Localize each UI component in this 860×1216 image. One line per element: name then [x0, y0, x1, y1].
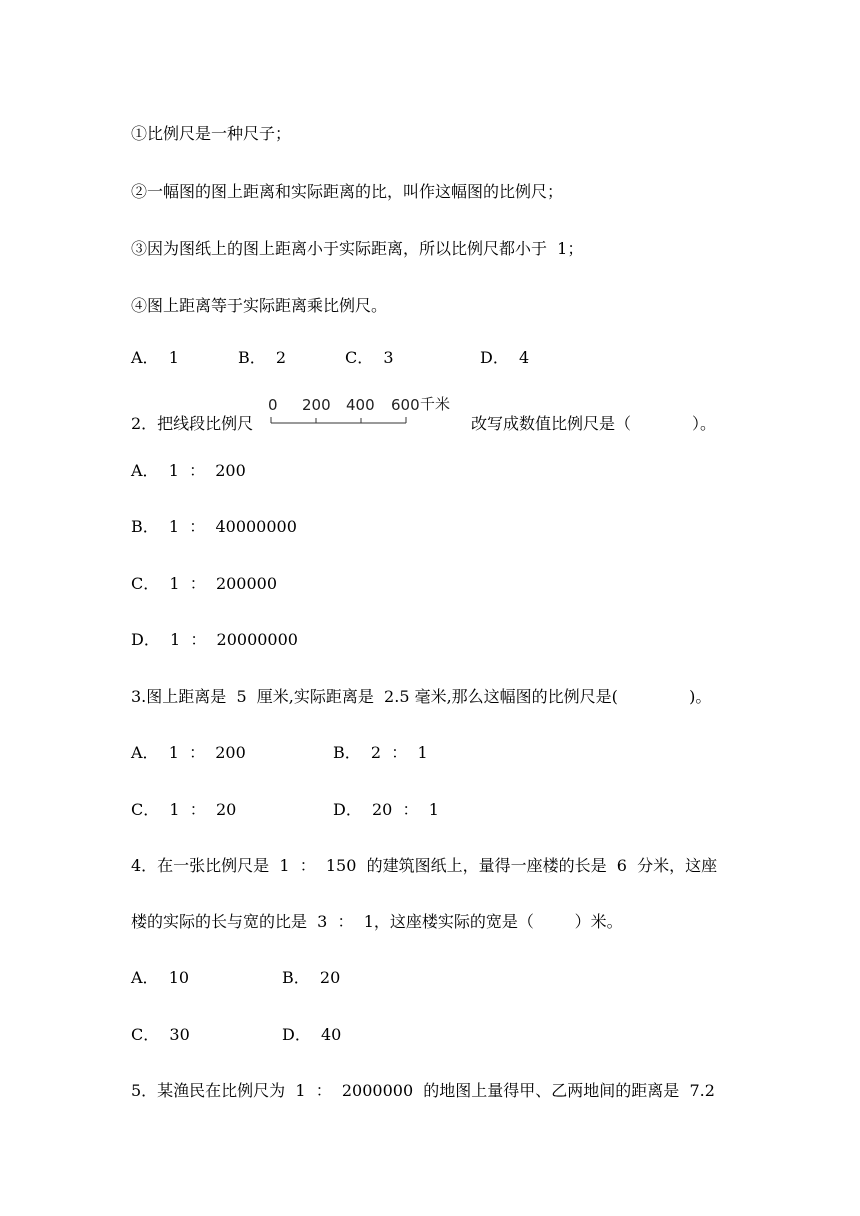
scale-tick-600: 600 — [391, 396, 420, 414]
q5-stem-line-1: 5．某渔民在比例尺为 1 ： 2000000 的地图上量得甲、乙两地间的距离是 7.2 — [131, 1081, 715, 1100]
scale-tick-200: 200 — [302, 396, 331, 414]
q2-prefix: 2．把线段比例尺 — [131, 414, 254, 433]
scale-tick-0: 0 — [268, 396, 278, 414]
q3-option-d: D． 20 ： 1 — [333, 800, 439, 819]
q2-option-c: C． 1 ： 200000 — [131, 574, 278, 593]
statement-2: ②一幅图的图上距离和实际距离的比，叫作这幅图的比例尺； — [131, 182, 564, 201]
q4-option-b: B． 20 — [282, 968, 341, 987]
q2-suffix: 改写成数值比例尺是（ ）。 — [471, 414, 717, 433]
q1-option-c: C． 3 — [345, 348, 394, 367]
q4-option-c: C． 30 — [131, 1025, 190, 1044]
scale-unit: 千米 — [420, 395, 451, 413]
q1-option-d: D． 4 — [480, 348, 530, 367]
scale-tick-400: 400 — [346, 396, 375, 414]
q4-option-a: A． 10 — [131, 968, 190, 987]
line-scale-figure — [266, 393, 466, 433]
q1-option-a: A． 1 — [131, 348, 179, 367]
q4-option-d: D． 40 — [282, 1025, 342, 1044]
q3-option-c: C． 1 ： 20 — [131, 800, 237, 819]
q1-option-b: B． 2 — [238, 348, 287, 367]
q4-stem-line-1: 4．在一张比例尺是 1 ： 150 的建筑图纸上，量得一座楼的长是 6 分米，这座 — [131, 856, 718, 875]
statement-4: ④图上距离等于实际距离乘比例尺。 — [131, 296, 388, 315]
q4-stem-line-2: 楼的实际的长与宽的比是 3 ： 1，这座楼实际的宽是（ ）米。 — [131, 912, 623, 931]
q3-option-b: B． 2 ： 1 — [333, 743, 428, 762]
q2-option-a: A． 1 ： 200 — [131, 461, 246, 480]
q2-option-d: D． 1 ： 20000000 — [131, 630, 298, 649]
q2-option-b: B． 1 ： 40000000 — [131, 517, 297, 536]
q3-stem: 3.图上距离是 5 厘米,实际距离是 2.5 毫米,那么这幅图的比例尺是( )。 — [131, 687, 712, 706]
q3-option-a: A． 1 ： 200 — [131, 743, 246, 762]
statement-1: ①比例尺是一种尺子； — [131, 124, 292, 143]
statement-3: ③因为图纸上的图上距离小于实际距离，所以比例尺都小于 1； — [131, 239, 584, 258]
